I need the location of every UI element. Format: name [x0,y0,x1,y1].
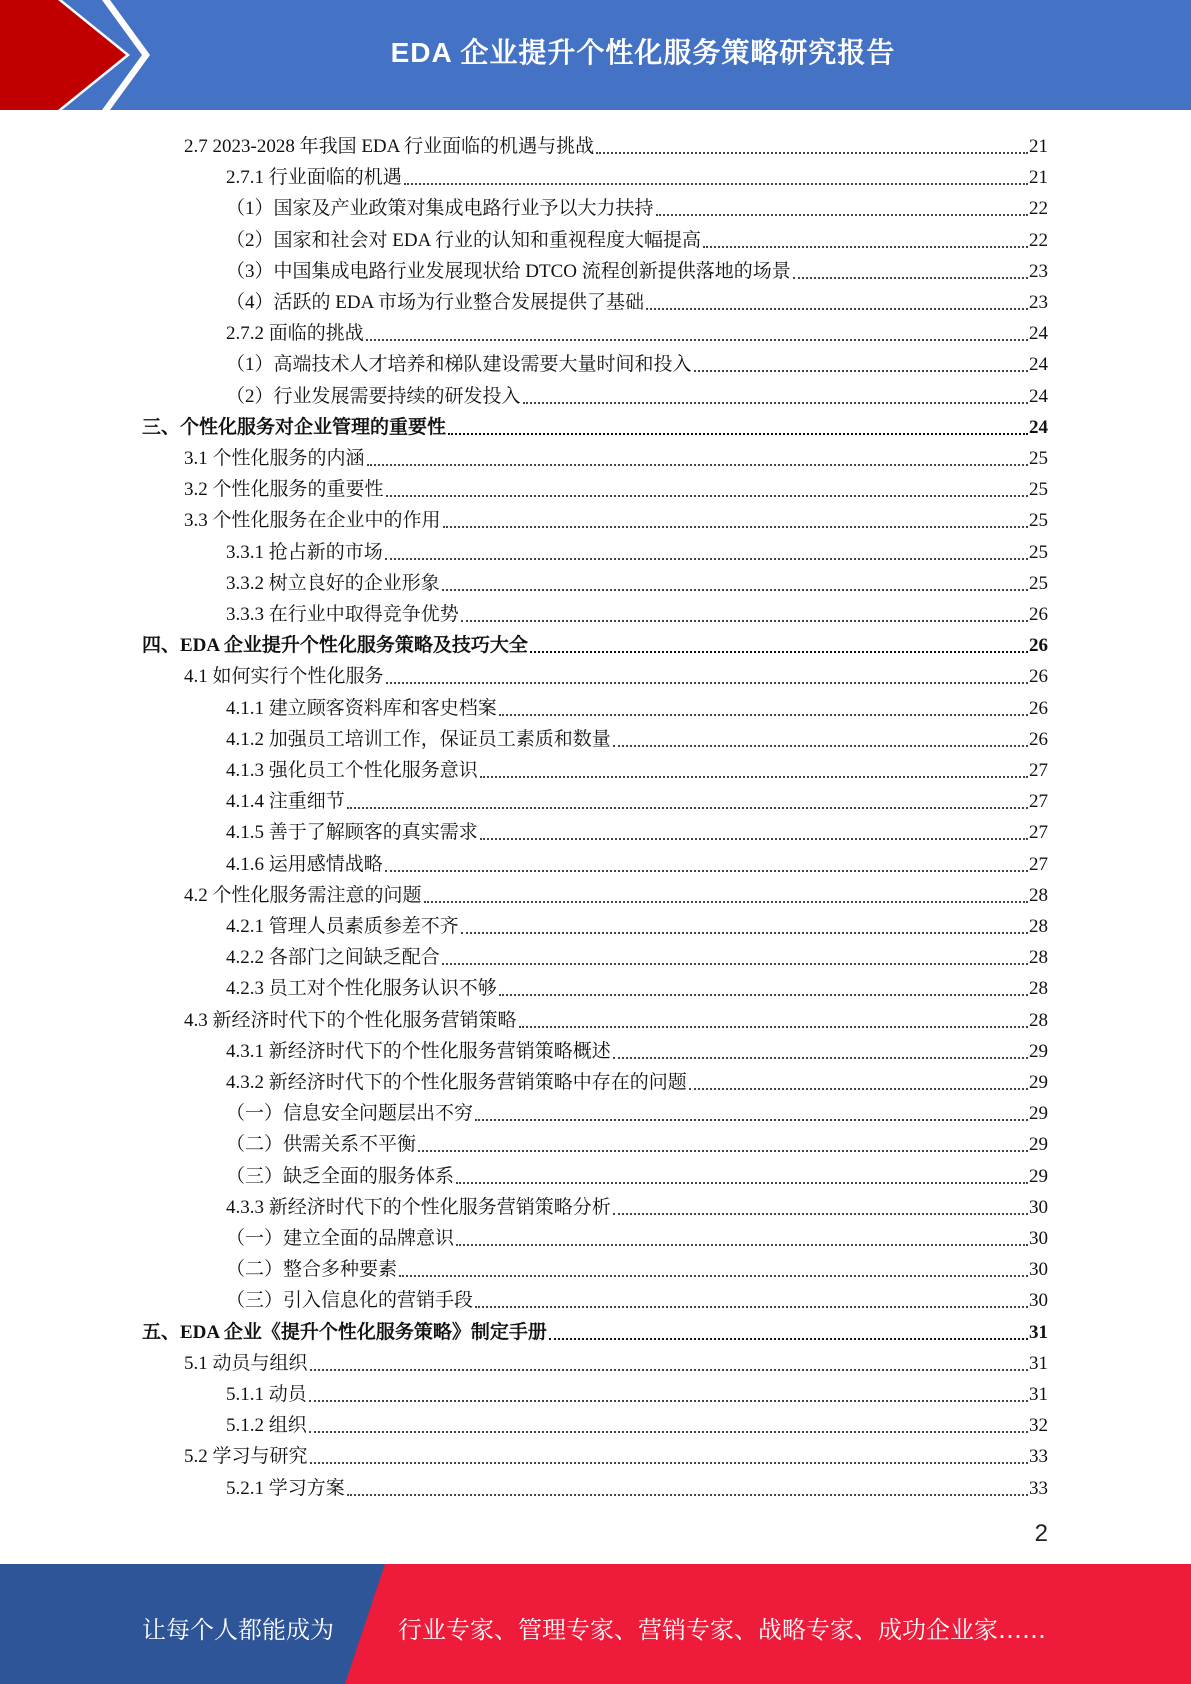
toc-leader-dots [366,331,1028,341]
toc-entry[interactable] [226,1406,1048,1437]
toc-entry-page: 26 [1029,729,1048,750]
toc-entry-label: （2）行业发展需要持续的研发投入 [226,386,521,407]
toc-entry[interactable] [142,408,1048,439]
footer-slogan-left: 让每个人都能成为 [142,1616,334,1644]
toc-entry-label: 2.7.1 行业面临的机遇 [226,167,402,188]
toc-entry-label: 4.3.2 新经济时代下的个性化服务营销策略中存在的问题 [226,1072,687,1093]
toc-entry[interactable] [226,751,1048,782]
toc-entry[interactable] [226,1063,1048,1094]
toc-entry[interactable] [142,1313,1048,1344]
toc-entry-page: 33 [1029,1478,1048,1499]
toc-entry-page: 30 [1029,1290,1048,1311]
toc-leader-dots [646,300,1028,310]
toc-leader-dots [613,1049,1028,1059]
toc-entry-label: 4.3 新经济时代下的个性化服务营销策略 [184,1010,517,1031]
toc-entry-label: 4.2.3 员工对个性化服务认识不够 [226,978,497,999]
toc-entry-label: 5.1.1 动员 [226,1384,307,1405]
toc-leader-dots [456,1236,1028,1246]
toc-entry-page: 26 [1029,666,1048,687]
toc-leader-dots [448,425,1028,435]
toc-leader-dots [475,1111,1028,1121]
toc-entry[interactable] [184,657,1048,688]
toc-entry-page: 22 [1029,230,1048,251]
toc-entry-label: 5.2 学习与研究 [184,1446,308,1467]
toc-entry-page: 27 [1029,822,1048,843]
toc-entry-label: （4）活跃的 EDA 市场为行业整合发展提供了基础 [226,292,645,313]
toc-leader-dots [656,206,1028,216]
toc-entry-label: （一）信息安全问题层出不穷 [226,1103,474,1124]
toc-entry-label: 2.7.2 面临的挑战 [226,323,364,344]
toc-entry-label: （三）引入信息化的营销手段 [226,1290,474,1311]
toc-entry-page: 25 [1029,542,1048,563]
toc-entry-page: 21 [1029,136,1048,157]
toc-leader-dots [399,1267,1028,1277]
toc-leader-dots [309,1392,1028,1402]
toc-entry-page: 29 [1029,1103,1048,1124]
toc-entry[interactable] [226,314,1048,345]
toc-leader-dots [347,799,1028,809]
toc-entry[interactable] [226,1157,1048,1188]
toc-entry-page: 30 [1029,1259,1048,1280]
toc-entry-page: 29 [1029,1166,1048,1187]
toc-leader-dots [475,1298,1028,1308]
toc-entry[interactable] [184,501,1048,532]
toc-entry[interactable] [226,845,1048,876]
toc-entry[interactable] [184,439,1048,470]
toc-entry-page: 26 [1029,635,1048,656]
toc-entry[interactable] [226,969,1048,1000]
toc-entry-label: 4.1.1 建立顾客资料库和客史档案 [226,698,497,719]
toc-entry-label: 4.2 个性化服务需注意的问题 [184,885,422,906]
toc-entry-label: 3.3.3 在行业中取得竞争优势 [226,604,459,625]
toc-leader-dots [309,1423,1028,1433]
toc-entry[interactable] [226,1281,1048,1312]
toc-entry-page: 32 [1029,1415,1048,1436]
toc-entry-label: 3.3 个性化服务在企业中的作用 [184,510,441,531]
toc-entry-label: （一）建立全面的品牌意识 [226,1228,455,1249]
toc-leader-dots [480,768,1028,778]
toc-leader-dots [480,830,1028,840]
toc-entry-page: 26 [1029,698,1048,719]
toc-entry-page: 25 [1029,448,1048,469]
toc-entry[interactable] [226,283,1048,314]
toc-entry-page: 30 [1029,1228,1048,1249]
toc-entry[interactable] [226,782,1048,813]
toc-entry[interactable] [184,1001,1048,1032]
toc-entry[interactable] [226,1032,1048,1063]
toc-entry-page: 22 [1029,198,1048,219]
toc-entry-label: 3.1 个性化服务的内涵 [184,448,365,469]
toc-leader-dots [596,144,1028,154]
toc-leader-dots [386,487,1028,497]
toc-entry-label: 5.2.1 学习方案 [226,1478,345,1499]
toc-entry-label: 四、EDA 企业提升个性化服务策略及技巧大全 [142,635,528,656]
toc-entry-label: （二）整合多种要素 [226,1259,398,1280]
toc-entry-label: 4.1.5 善于了解顾客的真实需求 [226,822,478,843]
toc-entry-label: 4.2.2 各部门之间缺乏配合 [226,947,440,968]
toc-entry-page: 31 [1029,1322,1048,1343]
toc-entry[interactable] [226,689,1048,720]
toc-entry-page: 29 [1029,1134,1048,1155]
toc-entry-page: 30 [1029,1197,1048,1218]
toc-entry-label: 2.7 2023-2028 年我国 EDA 行业面临的机遇与挑战 [184,136,595,157]
toc-entry-page: 24 [1029,386,1048,407]
page-number: 2 [1034,1520,1048,1547]
toc-entry-label: （1）高端技术人才培养和梯队建设需要大量时间和投入 [226,354,692,375]
toc-leader-dots [530,643,1028,653]
toc-entry-label: （2）国家和社会对 EDA 行业的认知和重视程度大幅提高 [226,230,702,251]
toc-leader-dots [456,1174,1028,1184]
toc-entry[interactable] [226,564,1048,595]
toc-entry[interactable] [226,1094,1048,1125]
toc-leader-dots [689,1080,1028,1090]
toc-leader-dots [347,1486,1028,1496]
toc-leader-dots [549,1330,1028,1340]
toc-entry[interactable] [142,626,1048,657]
toc-entry-label: （3）中国集成电路行业发展现状给 DTCO 流程创新提供落地的场景 [226,261,791,282]
toc-entry[interactable] [226,1469,1048,1500]
toc-entry[interactable] [226,1375,1048,1406]
toc-entry-page: 33 [1029,1446,1048,1467]
toc-entry-page: 26 [1029,604,1048,625]
toc-leader-dots [793,269,1028,279]
toc-entry[interactable] [226,533,1048,564]
toc-entry-page: 27 [1029,854,1048,875]
toc-entry-label: 4.3.3 新经济时代下的个性化服务营销策略分析 [226,1197,611,1218]
toc-entry-label: 3.3.1 抢占新的市场 [226,542,383,563]
toc-entry-page: 28 [1029,916,1048,937]
toc-entry[interactable] [226,907,1048,938]
toc-leader-dots [386,674,1028,684]
toc-leader-dots [385,862,1028,872]
toc-entry-page: 25 [1029,510,1048,531]
toc-entry-label: 4.1.3 强化员工个性化服务意识 [226,760,478,781]
toc-entry-label: 5.1.2 组织 [226,1415,307,1436]
toc-entry-page: 23 [1029,261,1048,282]
toc-entry-label: （三）缺乏全面的服务体系 [226,1166,455,1187]
toc-entry-label: 5.1 动员与组织 [184,1353,308,1374]
toc-entry-label: 4.1 如何实行个性化服务 [184,666,384,687]
toc-entry-page: 25 [1029,573,1048,594]
toc-entry[interactable] [184,1344,1048,1375]
toc-entry-label: 4.1.4 注重细节 [226,791,345,812]
toc-leader-dots [613,1205,1028,1215]
toc-leader-dots [703,238,1028,248]
toc-leader-dots [613,737,1028,747]
toc-leader-dots [367,456,1028,466]
toc-entry-page: 28 [1029,1010,1048,1031]
toc-entry[interactable] [226,595,1048,626]
toc-leader-dots [499,706,1028,716]
toc-leader-dots [461,612,1028,622]
page-header [0,0,1191,110]
toc-entry-label: 4.1.2 加强员工培训工作，保证员工素质和数量 [226,729,611,750]
toc-entry[interactable] [226,938,1048,969]
toc-leader-dots [310,1361,1028,1371]
toc-entry-page: 24 [1029,417,1048,438]
toc-entry-page: 21 [1029,167,1048,188]
document-title: EDA 企业提升个性化服务策略研究报告 [390,37,896,68]
toc-entry-page: 28 [1029,885,1048,906]
toc-leader-dots [310,1454,1028,1464]
toc-leader-dots [424,893,1028,903]
toc-entry-label: 三、个性化服务对企业管理的重要性 [142,417,447,438]
toc-leader-dots [385,550,1028,560]
toc-entry[interactable] [226,1125,1048,1156]
toc-entry-page: 31 [1029,1353,1048,1374]
toc-entry[interactable] [184,470,1048,501]
toc-entry-page: 28 [1029,947,1048,968]
toc-entry-page: 23 [1029,292,1048,313]
toc-leader-dots [443,518,1028,528]
toc-leader-dots [442,581,1028,591]
toc-entry-page: 27 [1029,760,1048,781]
toc-entry-page: 24 [1029,354,1048,375]
toc-entry-page: 27 [1029,791,1048,812]
footer-slogan-right: 行业专家、管理专家、营销专家、战略专家、成功企业家…… [398,1616,1046,1644]
toc-entry[interactable] [184,127,1048,158]
toc-entry[interactable] [226,345,1048,376]
toc-entry-page: 24 [1029,323,1048,344]
toc-entry[interactable] [226,189,1048,220]
toc-leader-dots [418,1142,1028,1152]
toc-entry[interactable] [226,377,1048,408]
toc-leader-dots [523,394,1028,404]
toc-entry[interactable] [226,158,1048,189]
toc-entry-label: （二）供需关系不平衡 [226,1134,417,1155]
toc-entry[interactable] [184,1437,1048,1468]
toc-entry-page: 31 [1029,1384,1048,1405]
toc-leader-dots [519,1018,1028,1028]
toc-entry-label: 4.3.1 新经济时代下的个性化服务营销策略概述 [226,1041,611,1062]
toc-leader-dots [461,924,1028,934]
toc-entry-page: 25 [1029,479,1048,500]
toc-entry-label: 3.2 个性化服务的重要性 [184,479,384,500]
toc-entry-label: 3.3.2 树立良好的企业形象 [226,573,440,594]
toc-entry[interactable] [226,1250,1048,1281]
toc-entry[interactable] [226,252,1048,283]
toc-entry[interactable] [226,1188,1048,1219]
toc-leader-dots [404,175,1028,185]
toc-leader-dots [499,986,1028,996]
toc-entry[interactable] [226,720,1048,751]
toc-entry[interactable] [226,1219,1048,1250]
toc-entry-page: 28 [1029,978,1048,999]
toc-entry-label: （1）国家及产业政策对集成电路行业予以大力扶持 [226,198,654,219]
toc-leader-dots [694,362,1028,372]
toc-entry-label: 4.1.6 运用感情战略 [226,854,383,875]
toc-entry[interactable] [184,876,1048,907]
toc-entry-label: 五、EDA 企业《提升个性化服务策略》制定手册 [142,1322,547,1343]
toc-entry-label: 4.2.1 管理人员素质参差不齐 [226,916,459,937]
toc-entry[interactable] [226,813,1048,844]
toc-entry-page: 29 [1029,1072,1048,1093]
toc-entry-page: 29 [1029,1041,1048,1062]
toc-entry[interactable] [226,221,1048,252]
toc-leader-dots [442,955,1028,965]
